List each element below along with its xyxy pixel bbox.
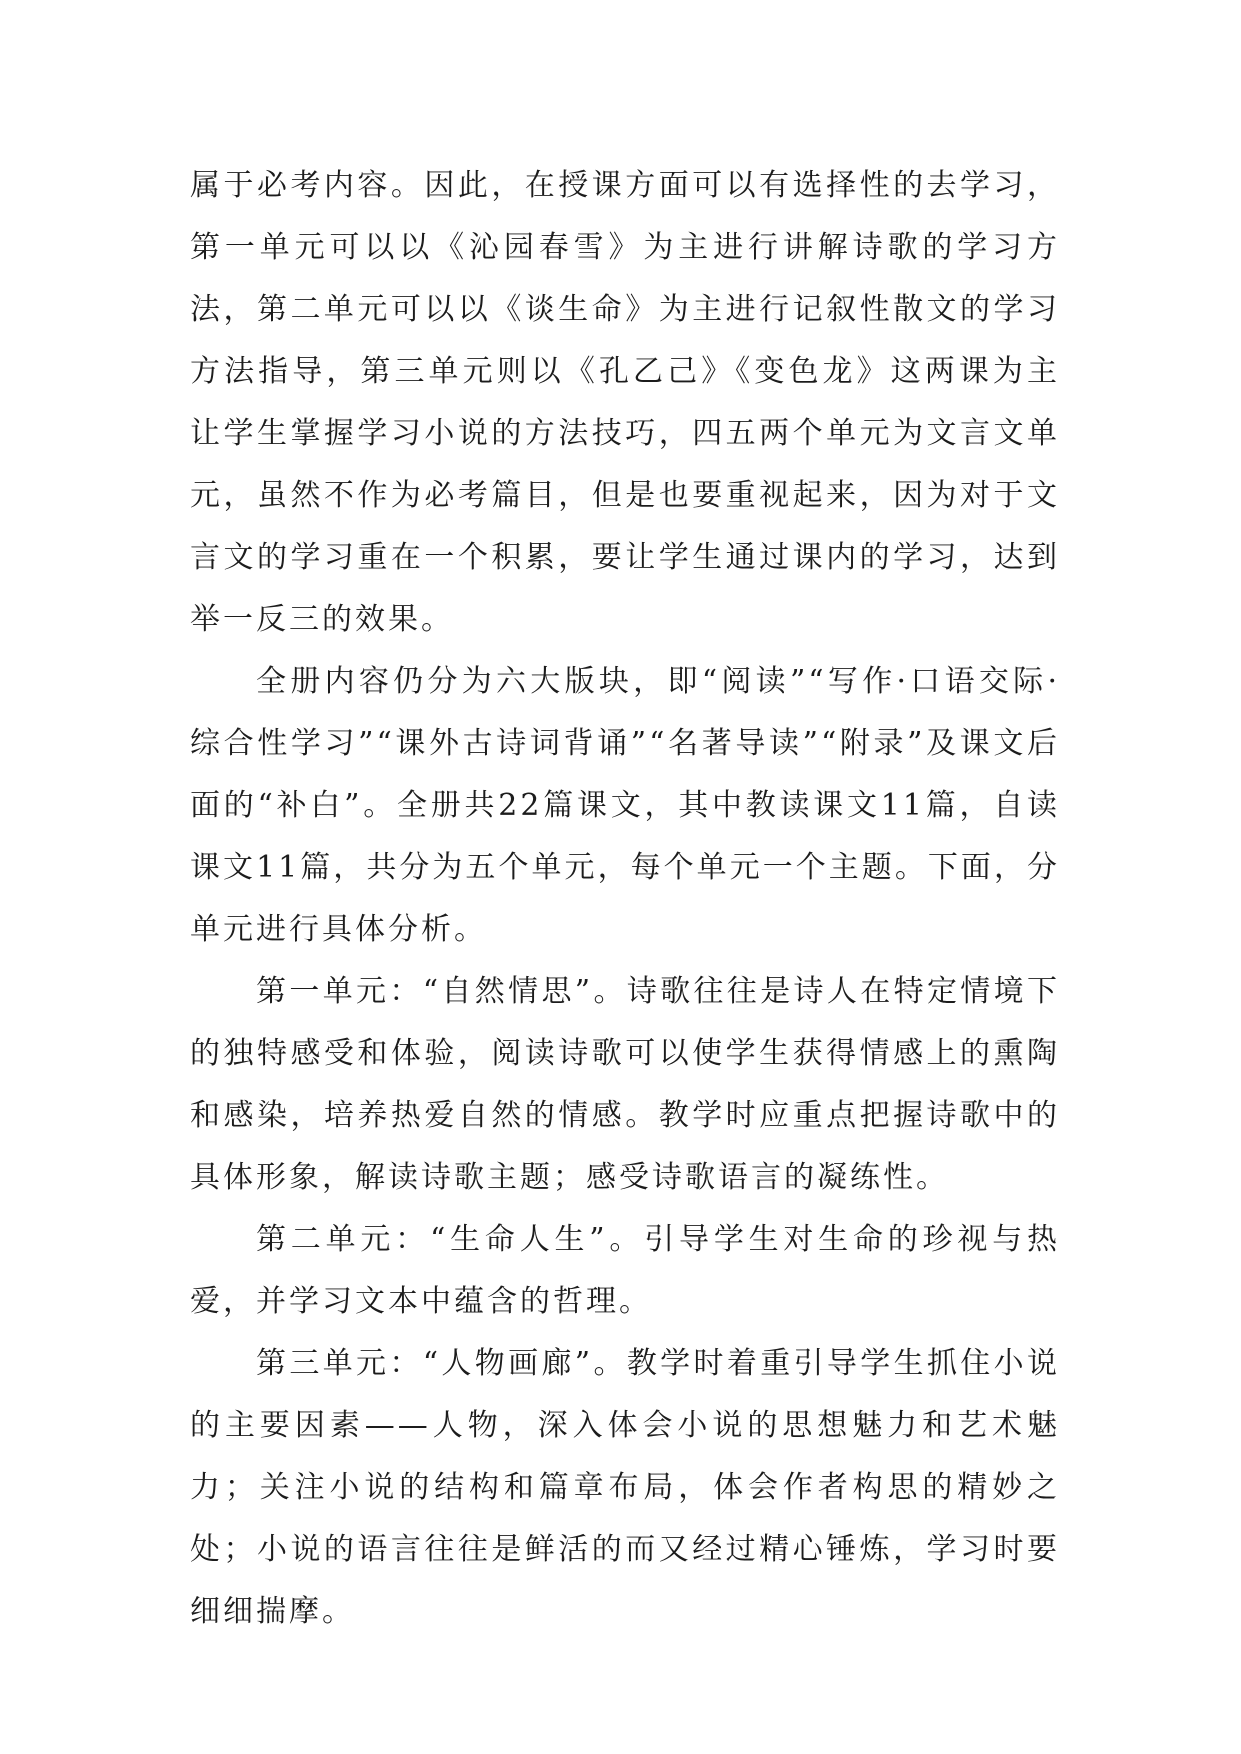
paragraph-unit-two: 第二单元：“生命人生”。引导学生对生命的珍视与热爱，并学习文本中蕴含的哲理。	[190, 1222, 1060, 1319]
paragraph-unit-one: 第一单元：“自然情思”。诗歌往往是诗人在特定情境下的独特感受和体验，阅读诗歌可以使学生获得情感上的熏陶和感染，培养热爱自然的情感。教学时应重点把握诗歌中的具体形象，解读诗歌主题；感受诗歌语言的凝练性。	[190, 974, 1060, 1195]
body-text	[190, 155, 1060, 1643]
paragraph-overview: 全册内容仍分为六大版块，即“阅读”“写作·口语交际·综合性学习”“课外古诗词背诵”“名著导读”“附录”及课文后面的“补白”。全册共22篇课文，其中教读课文11篇，自读课文11篇，共分为五个单元，每个单元一个主题。下面，分单元进行具体分析。	[190, 664, 1060, 947]
paragraph-continuation: 属于必考内容。因此，在授课方面可以有选择性的去学习，第一单元可以以《沁园春雪》为主进行讲解诗歌的学习方法，第二单元可以以《谈生命》为主进行记叙性散文的学习方法指导，第三单元则以《孔乙己》《变色龙》这两课为主让学生掌握学习小说的方法技巧，四五两个单元为文言文单元，虽然不作为必考篇目，但是也要重视起来，因为对于文言文的学习重在一个积累，要让学生通过课内的学习，达到举一反三的效果。	[190, 168, 1060, 637]
paragraph-unit-three: 第三单元：“人物画廊”。教学时着重引导学生抓住小说的主要因素——人物，深入体会小说的思想魅力和艺术魅力；关注小说的结构和篇章布局，体会作者构思的精妙之处；小说的语言往往是鲜活的而又经过精心锤炼，学习时要细细揣摩。	[190, 1346, 1060, 1629]
